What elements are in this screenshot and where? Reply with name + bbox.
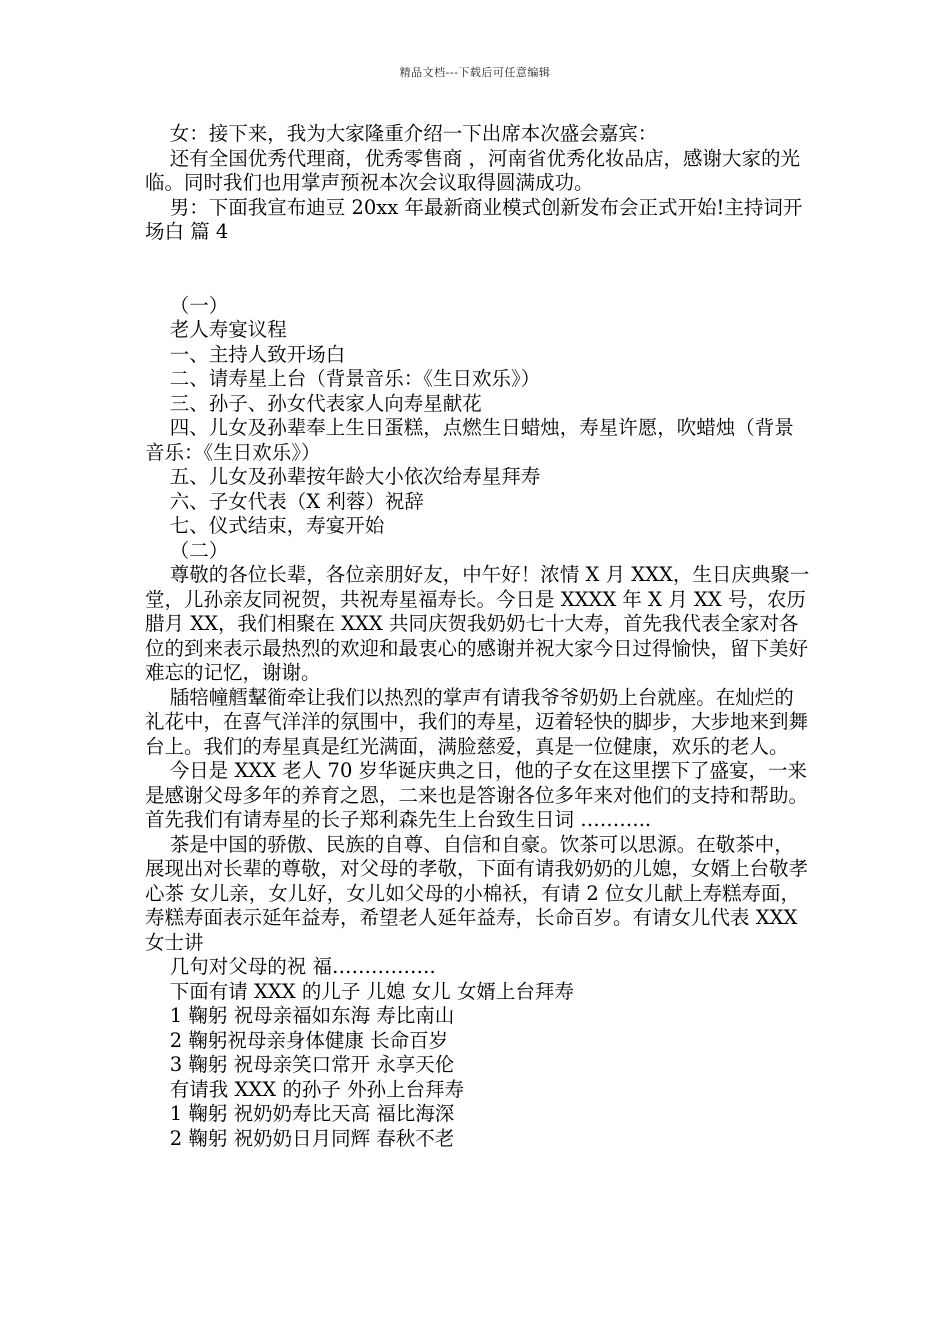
paragraph: 牐犃幢艝鞤衜牵让我们以热烈的掌声有请我爷爷奶奶上台就座。在灿烂的礼花中，在喜气洋洋的氛围中，我们的寿星，迈着轻快的脚步，大步地来到舞台上。我们的寿星真是红光满面，满脸慈爱，真是一位健康，欢乐的老人。 [145,685,809,758]
agenda-item: 二、请寿星上台（背景音乐：《生日欢乐》） [145,367,541,390]
blank-line [145,245,813,294]
paragraph: 女：接下来，我为大家隆重介绍一下出席本次盛会嘉宾： [145,122,658,145]
agenda-title: 老人寿宴议程 [145,318,287,341]
paragraph: 下面有请 XXX 的儿子 儿媳 女儿 女婿上台拜寿 [145,979,574,1003]
paragraph: 有请我 XXX 的孙子 外孙上台拜寿 [145,1077,465,1101]
agenda-item: 四、儿女及孙辈奉上生日蛋糕，点燃生日蜡烛，寿星许愿，吹蜡烛（背景音乐：《生日欢乐》） [145,416,794,464]
document-body [145,122,813,1151]
paragraph: 尊敬的各位长辈，各位亲朋好友，中午好！浓情 X 月 XXX，生日庆典聚一堂，儿孙亲友同祝贺，共祝寿星福寿长。今日是 XXXX 年 X 月 XX 号，农历腊月 XX，我们相聚在 XXX 共同庆贺我奶奶七十大寿，首先我代表全家对各位的到来表示最热烈的欢迎和最衷心的感谢并祝大家今日过得愉快，留下美好难忘的记忆，谢谢。 [145,563,810,684]
paragraph: 男：下面我宣布迪豆 20xx 年最新商业模式创新发布会正式开始!主持词开场白 篇 4 [145,195,803,243]
agenda-item: 一、主持人致开场白 [145,342,346,366]
agenda-item: 三、孙子、孙女代表家人向寿星献花 [145,391,482,415]
list-item: 2 鞠躬祝母亲身体健康 长命百岁 [145,1028,449,1052]
agenda-item: 六、子女代表（X 利蓉）祝辞 [145,489,424,513]
agenda-item: 五、儿女及孙辈按年龄大小依次给寿星拜寿 [145,465,541,488]
section-heading: （二） [145,538,229,562]
agenda-item: 七、仪式结束，寿宴开始 [145,514,385,537]
list-item: 1 鞠躬 祝母亲福如东海 寿比南山 [145,1004,455,1027]
paragraph: 茶是中国的骄傲、民族的自尊、自信和自豪。饮茶可以思源。在敬茶中，展现出对长辈的尊敬，对父母的孝敬，下面有请我奶奶的儿媳，女婿上台敬孝心茶 女儿亲，女儿好，女儿如父母的小棉袄，有请 2 位女儿献上寿糕寿面，寿糕寿面表示延年益寿，希望老人延年益寿，长命百岁。有请女儿代表 XXX 女士讲 [145,832,809,954]
paragraph: 几句对父母的祝 福……………. [145,955,436,978]
list-item: 1 鞠躬 祝奶奶寿比天高 福比海深 [145,1102,455,1125]
page-header: 精品文档---下载后可任意编辑 [399,66,551,79]
paragraph: 今日是 XXX 老人 70 岁华诞庆典之日，他的子女在这里摆下了盛宴，一来是感谢父母多年的养育之恩，二来也是答谢各位多年来对他们的支持和帮助。首先我们有请寿星的长子郑利森先生上台致生日词 ……….. [145,759,809,831]
paragraph: 还有全国优秀代理商，优秀零售商 ，河南省优秀化妆品店，感谢大家的光临。同时我们也用掌声预祝本次会议取得圆满成功。 [145,146,800,194]
section-heading: （一） [145,293,229,317]
list-item: 3 鞠躬 祝母亲笑口常开 永享天伦 [145,1053,455,1076]
list-item: 2 鞠躬 祝奶奶日月同辉 春秋不老 [145,1126,455,1150]
